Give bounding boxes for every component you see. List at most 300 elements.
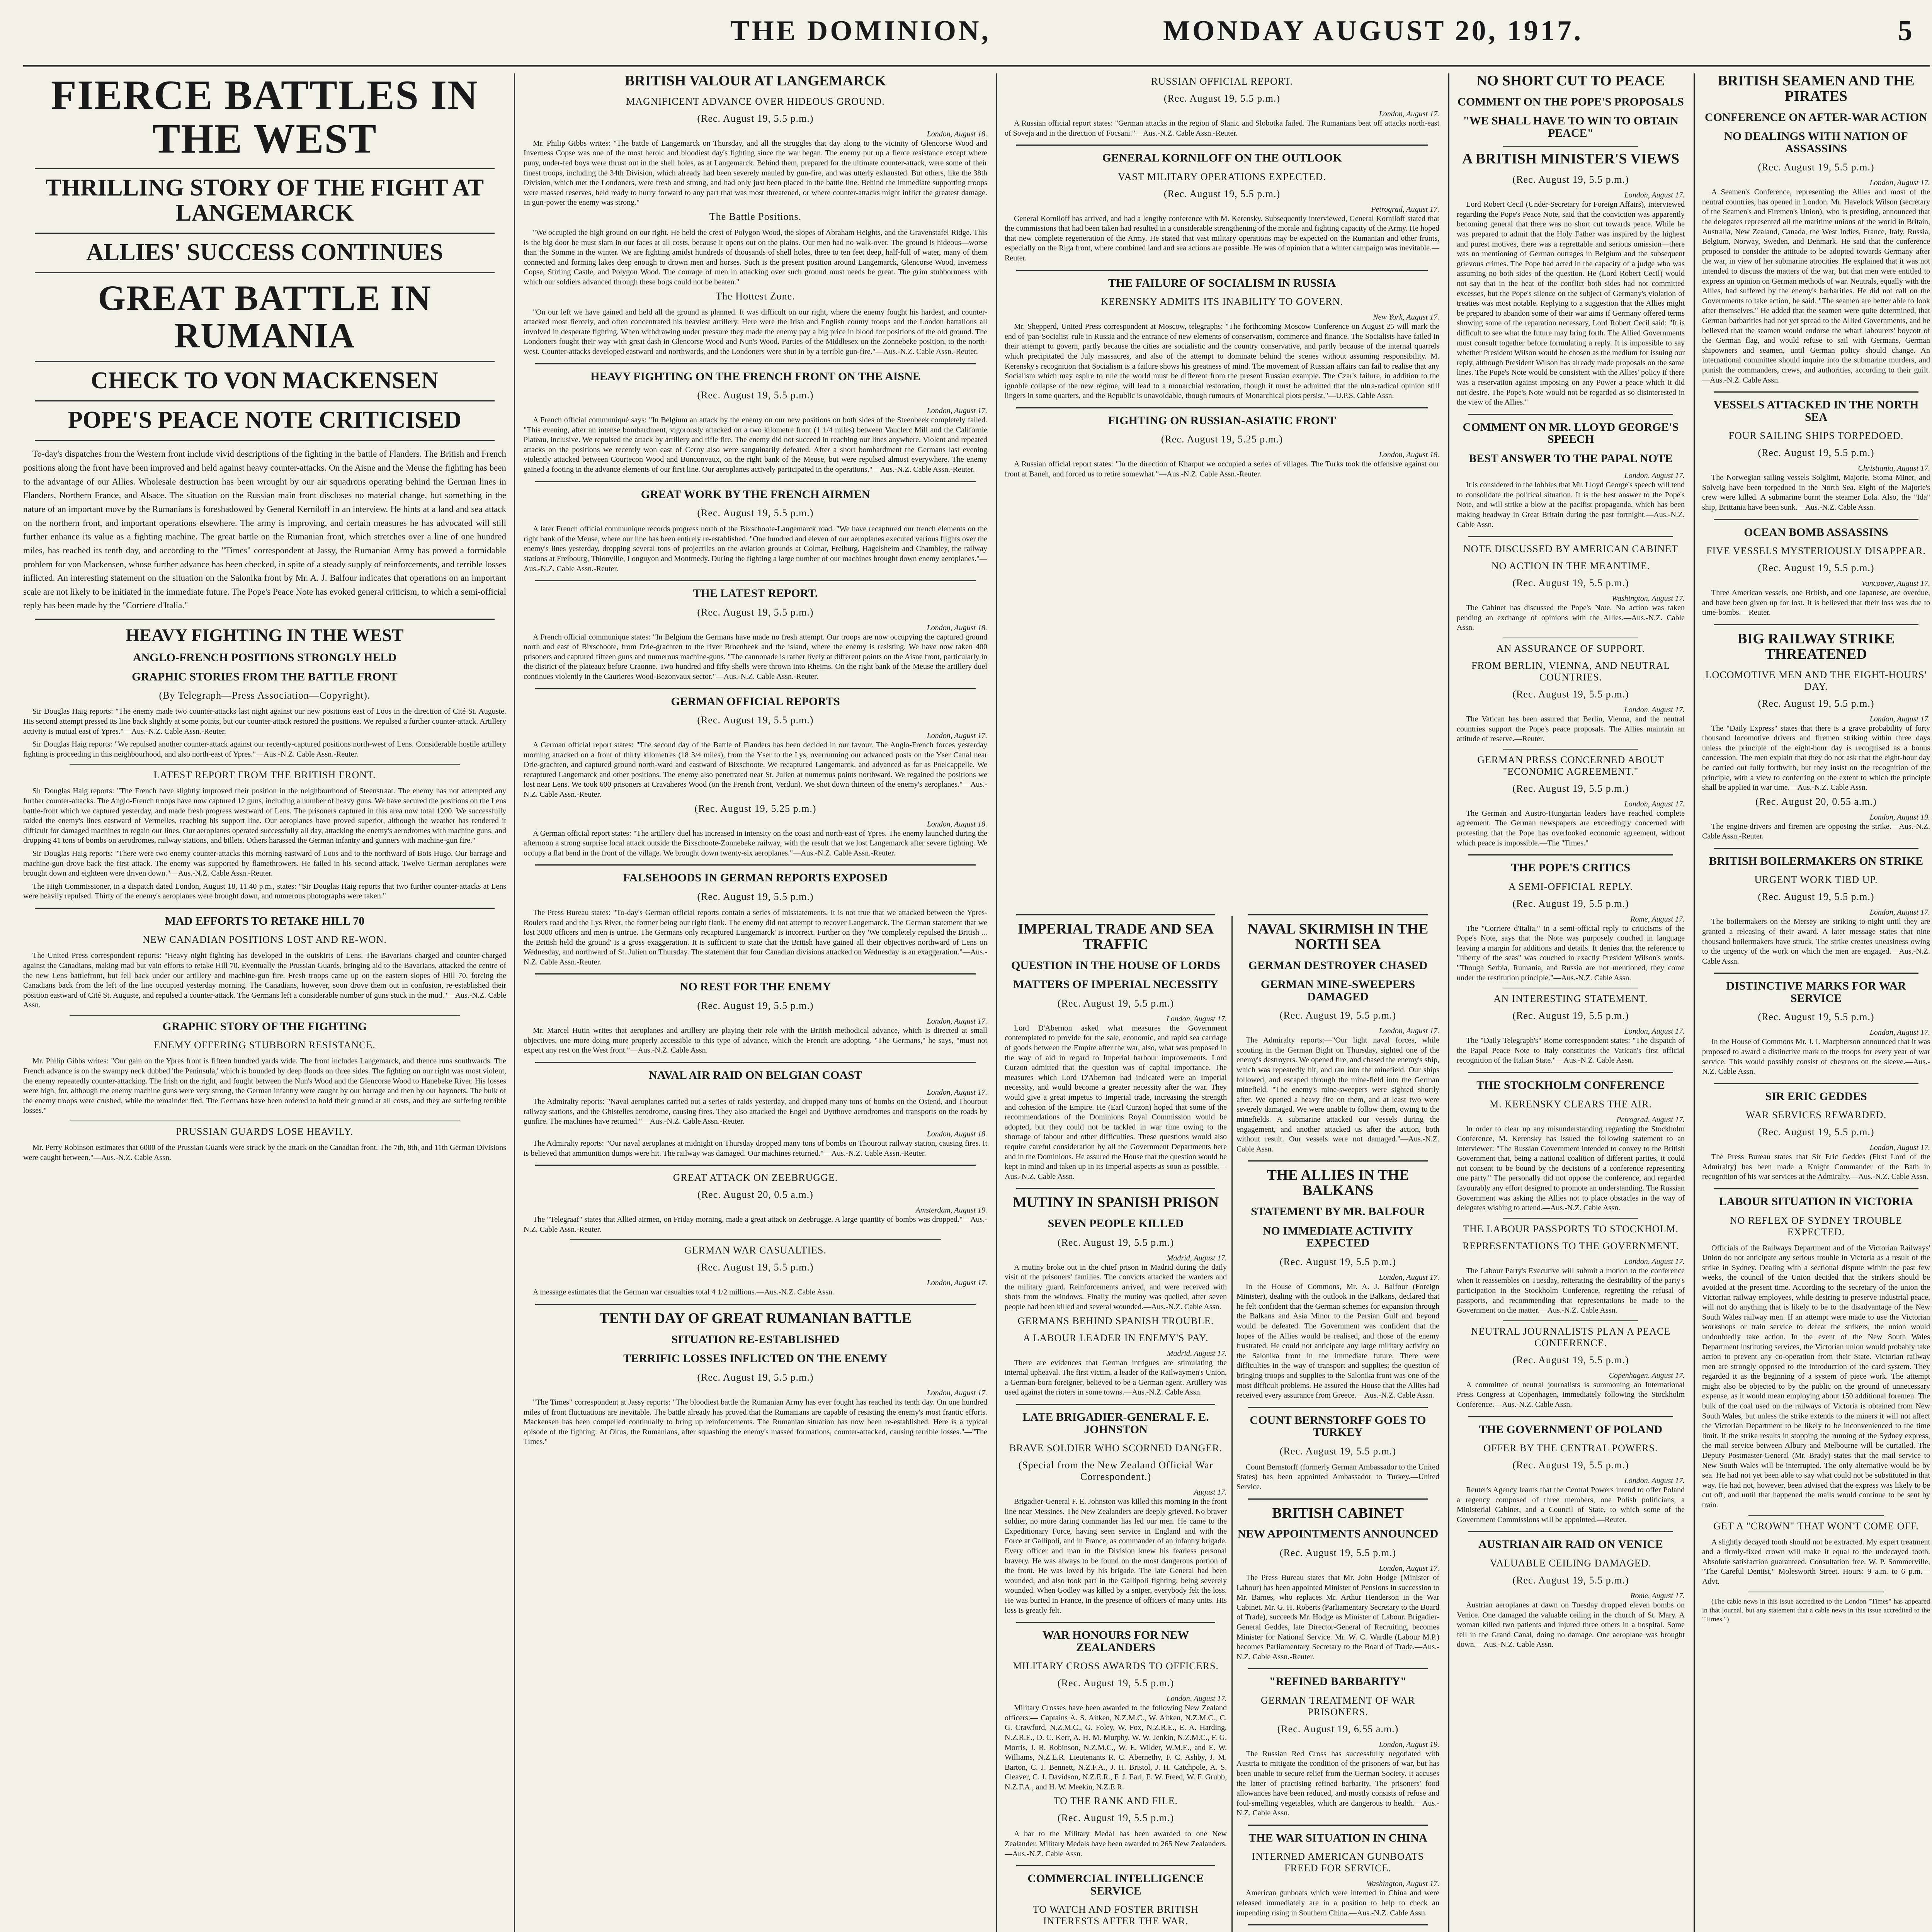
headline: FIERCE BATTLES IN THE WEST: [51, 73, 479, 162]
article-paragraph: A Russian official report states: "German attacks in the region of Slanic and Slobotka failed. The Rumanians beat off attacks north-east of Soveja and in the direction of Focsani."—Aus.-N.Z. Cable Assn.-Reuter.: [1005, 119, 1439, 138]
subheadline: VALUABLE CEILING DAMAGED.: [1490, 1557, 1652, 1569]
dateline: London, August 17.: [1624, 1027, 1685, 1036]
subheadline: FROM BERLIN, VIENNA, AND NEUTRAL COUNTRIES.: [1471, 660, 1670, 683]
dateline: Madrid, August 17.: [1167, 1253, 1227, 1262]
received-time: (Rec. August 19, 5.5 p.m.): [697, 714, 814, 726]
divider: [535, 864, 976, 866]
subheadline: TO WATCH AND FOSTER BRITISH INTERESTS AFTER THE WAR.: [1032, 1904, 1199, 1927]
received-time: (Rec. August 19, 5.5 p.m.): [1758, 697, 1874, 709]
article-paragraph: In order to clear up any misunderstanding regarding the Stockholm Conference, M. Kerensky has issued the following statement to an interviewer: "The Russian Government intended to convey to the British Government that, being a national coalition of different parties, it could not consent to be bound by the decisions of a conference representing one party." The personally did not oppose the conference, and regarded favourably any effort designed to promote an understanding. The Russian Government was asking the Allies not to place obstacles in the way of delegates wishing to attend.—Aus.-N.Z. Cable Assn.: [1457, 1124, 1685, 1213]
subheadline: GERMAN MINE-SWEEPERS DAMAGED: [1260, 978, 1415, 1003]
divider: [35, 400, 495, 401]
headline: FALSEHOODS IN GERMAN REPORTS EXPOSED: [623, 871, 888, 884]
divider: [1248, 1825, 1428, 1826]
page-number: 5: [1898, 15, 1915, 47]
column-5: [1702, 73, 1930, 1932]
headline: AUSTRIAN AIR RAID ON VENICE: [1478, 1538, 1663, 1551]
subheadline: PRUSSIAN GUARDS LOSE HEAVILY.: [176, 1126, 354, 1138]
divider: [35, 440, 495, 441]
dateline: Washington, August 17.: [1366, 1879, 1439, 1888]
dateline: London, August 17.: [927, 1388, 987, 1397]
article-paragraph: Officials of the Railways Department and of the Victorian Railways' Union do not anticipate any serious trouble in Victoria as a result of the strike in Sydney. Dealing with a sectional dispute within the past few weeks, the council of the Union decided that the strikers should be avoided at the present time. According to the secretary of the union the Victorian railway employees, while desiring to preserve industrial peace, will not do anything that is likely to be to the disadvantage of the New South Wales railway men. If an attempt were made to use the Victorian workshops or train service to defeat the strikers, the union would undoubtedly take action. In the event of the New South Wales Department instituting services, the Victorian union would probably take action to prevent any co-operation from their State. Victorian railway men are strongly opposed to the introduction of the card system. They regarded it as the beginning of a system of piece work. The attempt might also be objected to by the public on the ground of unnecessary expense, as it would mean employing about 150 additional foremen. The bulk of the coal used on the railways of Victoria is obtained from New South Wales, but unless the strike extends to the miners it will not affect the Victorian Department to be likely to be inconvenienced to the time limit. If the strike results in stopping the running of the Sydney express, the mail service between Albury and Melbourne will be curtailed. The Deputy Postmaster-General (Mr. Brady) states that the mail service to New South Wales will be interrupted. The only alternative would be by sea. He had not yet been able to say what could not be substituted in that way. He had not, however, been advised that the express was likely to be cut off, and until that happened the mails would continue to be sent by train.: [1702, 1243, 1930, 1509]
dateline: London, August 17.: [1869, 714, 1930, 723]
subheadline: BRAVE SOLDIER WHO SCORNED DANGER.: [1009, 1442, 1223, 1454]
headline: HEAVY FIGHTING ON THE FRENCH FRONT ON THE AISNE: [590, 370, 920, 383]
subheadline: A LABOUR LEADER IN ENEMY'S PAY.: [1023, 1332, 1209, 1344]
article-paragraph: A German official report states: "The second day of the Battle of Flanders has been decided in our favour. The Anglo-French forces yesterday morning attacked on a front of thirty kilometres (18 3/4 miles), from the Yser to the Lys, overrunning our advanced posts on the Yser Canal near Drie-grachten, and captured ground north-ward and eastward of Bixschoote. We recaptured Langemarck, and advanced as far as Poelcappelle. We recaptured Langemarck and other positions. The enemy also penetrated near St. Julien at numerous points northward. We regained the positions we lost near Lens. We took 600 prisoners at Cravaheres Wood (on the French front, Verdun). We shot down thirteen of the enemy's aeroplanes."—Aus.-N.Z. Cable Assn.-Reuter.: [524, 741, 987, 799]
article-paragraph: American gunboats which were interned in China and were released immediately are in a position to help to check an impending rising in Southern China.—Aus.-N.Z. Cable Assn.: [1236, 1889, 1439, 1917]
headline: GERMAN PRESS CONCERNED ABOUT "ECONOMIC AGREEMENT.": [1477, 754, 1664, 777]
headline: COMMENT ON MR. LLOYD GEORGE'S SPEECH: [1463, 420, 1679, 446]
article-paragraph: A bar to the Military Medal has been awarded to one New Zealander. Military Medals have been awarded to 265 New Zealanders.—Aus.-N.Z. Cable Assn.: [1005, 1830, 1227, 1858]
headline: THE LATEST REPORT.: [693, 587, 818, 600]
section-label: The Battle Positions.: [709, 211, 802, 223]
article-paragraph: A committee of neutral journalists is summoning an International Press Congress at Copenhagen, immediately following the Stockholm Conference.—Aus.-N.Z. Cable Assn.: [1457, 1380, 1685, 1409]
article-paragraph: The "Corriere d'Italia," in a semi-official reply to criticisms of the Pope's Note, says that the Note was purposely couched in language leaving a margin for additions and details. It denies that the reference to "liberty of the seas" was couched in exactly President Wilson's words. "Though Serbia, Rumania, and Russia are not mentioned, they come under the restitution principle."—Aus.-N.Z. Cable Assn.: [1457, 924, 1685, 982]
received-time: (Rec. August 19, 5.5 p.m.): [1057, 1677, 1174, 1689]
dateline: Petrograd, August 17.: [1616, 1115, 1685, 1124]
dateline: London, August 17.: [1379, 1564, 1439, 1573]
received-time: (Rec. August 19, 5.5 p.m.): [1512, 577, 1629, 589]
newspaper-title: THE DOMINION,: [730, 15, 991, 47]
article-paragraph: Sir Douglas Haig reports: "The enemy made two counter-attacks last night against our new positions east of Loos in the direction of Cité St. Auguste. His second attempt pressed its line back slightly at some points, but our counter-attack restored the positions. We repulsed a further counter-attack. Artillery activity is mutual east of Ypres."—Aus.-N.Z. Cable Assn.-Reuter.: [23, 707, 506, 736]
headline: NAVAL AIR RAID ON BELGIAN COAST: [649, 1068, 862, 1082]
divider: [35, 272, 495, 273]
headline: THE STOCKHOLM CONFERENCE: [1476, 1079, 1665, 1092]
divider: [1016, 914, 1215, 915]
issue-date: MONDAY AUGUST 20, 1917.: [1163, 15, 1583, 47]
dateline: London, August 17.: [1869, 908, 1930, 917]
dateline: London, August 18.: [927, 129, 987, 138]
dateline: London, August 17.: [927, 1017, 987, 1026]
divider: [1468, 854, 1673, 855]
article-paragraph: The High Commissioner, in a dispatch dated London, August 18, 11.40 p.m., states: "Sir Douglas Haig reports that two further counter-attacks at Lens were heavily repulsed. Thirty of the enemy's aeroplanes were brought down, and numerous photographs were taken.": [23, 882, 506, 901]
dateline: London, August 17.: [1166, 1014, 1227, 1023]
dateline: Vancouver, August 17.: [1861, 579, 1930, 588]
headline: "REFINED BARBARITY": [1269, 1675, 1407, 1688]
article-paragraph: The Vatican has been assured that Berlin, Vienna, and the neutral countries support the Pope's peace proposals. The Allies maintain an attitude of reserve.—Reuter.: [1457, 715, 1685, 743]
headline: HEAVY FIGHTING IN THE WEST: [126, 625, 404, 645]
subheadline: GERMAN TREATMENT OF WAR PRISONERS.: [1260, 1694, 1415, 1718]
divider: [1714, 973, 1918, 974]
divider: [535, 1062, 976, 1063]
received-time: (Rec. August 19, 5.5 p.m.): [1279, 1547, 1396, 1558]
divider: [1714, 1083, 1918, 1084]
divider: [535, 1165, 976, 1166]
headline: RUSSIAN OFFICIAL REPORT.: [1151, 76, 1293, 87]
advertisement-headline: GET A "CROWN" THAT WON'T COME OFF.: [1713, 1520, 1919, 1532]
headline: GENERAL KORNILOFF ON THE OUTLOOK: [1102, 151, 1342, 165]
dateline: Madrid, August 17.: [1167, 1349, 1227, 1358]
subheadline: URGENT WORK TIED UP.: [1754, 874, 1878, 886]
article-paragraph: Count Bernstorff (formerly German Ambassador to the United States) has been appointed Ambassador to Turkey.—United Service.: [1236, 1463, 1439, 1491]
received-time: (Rec. August 20, 0.5 a.m.): [697, 1189, 813, 1201]
divider: [535, 481, 976, 482]
headline: GREAT ATTACK ON ZEEBRUGGE.: [673, 1172, 838, 1184]
received-time: (Rec. August 19, 5.5 p.m.): [1057, 1236, 1174, 1248]
subheadline: QUESTION IN THE HOUSE OF LORDS: [1011, 959, 1220, 972]
column-rule: [1448, 73, 1449, 1932]
article-paragraph: The boilermakers on the Mersey are striking to-night until they are granted a releasing of their award. A later message states that nine thousand boilermakers have struck. The strike creates uneasiness owing to the urgency of the work on which the men are engaged.—Aus.-N.Z. Cable Assn.: [1702, 917, 1930, 966]
article-paragraph: The "Telegraaf" states that Allied airmen, on Friday morning, made a great attack on Zeebrugge. A large quantity of bombs was dropped."—Aus.-N.Z. Cable Assn.-Reuter.: [524, 1215, 987, 1234]
subheadline: FOUR SAILING SHIPS TORPEDOED.: [1728, 430, 1904, 442]
divider: [1503, 146, 1638, 147]
headline: FIGHTING ON RUSSIAN-ASIATIC FRONT: [1108, 414, 1336, 427]
received-time: (Rec. August 19, 5.5 p.m.): [1512, 898, 1629, 909]
received-time: (Rec. August 19, 5.5 p.m.): [697, 1000, 814, 1011]
article-paragraph: The Labour Party's Executive will submit a motion to the conference when it reassembles on Tuesday, reiterating the desirability of the party's participation in the Stockholm Conference, regretting the refusal of passports, and recommending that representations be made to the Government on the matter.—Aus.-N.Z. Cable Assn.: [1457, 1266, 1685, 1315]
divider: [1714, 391, 1918, 393]
subheadline: ENEMY OFFERING STUBBORN RESISTANCE.: [154, 1039, 376, 1051]
headline: NO SHORT CUT TO PEACE: [1476, 73, 1665, 89]
headline: LATE BRIGADIER-GENERAL F. E. JOHNSTON: [1022, 1411, 1209, 1436]
headline: OCEAN BOMB ASSASSINS: [1744, 526, 1888, 539]
headline: GREAT WORK BY THE FRENCH AIRMEN: [641, 488, 870, 501]
article-paragraph: A French official communique states: "In Belgium the Germans have made no fresh attempt. Our troops are now occupying the captured ground north and east of Bixschoote, from Drie-grachten to the river Broenbeek and the island, where the enemy is resisting. We have now taken 400 prisoners and captured fifteen guns and numerous machine-guns. "The cannonade is rather lively at different points on the Aisne front, particularly in the district of the plateaux before Craonne. Two hundred and fifty shells were thrown into Rheims. On the right bank of the Meuse the artillery duel continues violently in the Caurieres Wood-Bezonvaux sector."—Aus.-N.Z. Cable Assn.-Reuter.: [524, 633, 987, 681]
received-time: (Rec. August 19, 5.25 p.m.): [1161, 434, 1283, 445]
divider: [1016, 1404, 1215, 1405]
subheadline: NO ACTION IN THE MEANTIME.: [1491, 560, 1650, 572]
article-paragraph: Three American vessels, one British, and one Japanese, are overdue, and have been given up for lost. It is believed that their loss was due to time-bombs.—Reuter.: [1702, 588, 1930, 617]
divider: [535, 1304, 976, 1305]
dateline: August 17.: [1194, 1488, 1227, 1497]
subheadline: SEVEN PEOPLE KILLED: [1048, 1217, 1184, 1230]
section-label: The Hottest Zone.: [716, 290, 795, 302]
subheadline: NEW APPOINTMENTS ANNOUNCED: [1237, 1527, 1439, 1541]
headline: THE POPE'S CRITICS: [1511, 861, 1631, 874]
article-paragraph: Brigadier-General F. E. Johnston was killed this morning in the front line near Messines. The New Zealanders are deeply grieved. No braver soldier, no more daring commander has led our men. He came to the Expeditionary Force, having seen service in England and with the Force at Gallipoli, and in France, as commander of an infantry brigade. Every officer and man in the Division knew his fearless personal bravery. He was always to be found on the most dangerous portion of the front. He was loved by his brigade. The late General had been wounded, and also took part in the Gallipoli fighting, being severely wounded. When Godley was killed by a sniper, everybody felt the loss. He was buried in France, in the presence of officers of many units. His loss is greatly felt.: [1005, 1497, 1227, 1615]
subheadline: GRAPHIC STORIES FROM THE BATTLE FRONT: [132, 670, 398, 683]
dateline: London, August 17.: [1624, 706, 1685, 714]
article-paragraph: Lord D'Abernon asked what measures the Government contemplated to provide for the sale, economic, and rapid sea carriage of goods between the Empire after the war, also, what was proposed in the way of aid in regard to Imperial harbour improvements. Lord Curzon admitted that the question was of capital importance. The measures which Lord D'Abernon had indicated were an Imperial necessity, and would become a greater necessity after the war. They would give a great impetus to Imperial trade, increasing the strength and cohesion of the Empire. He (Earl Curzon) hoped that some of the recommendations of the Dominions Royal Commission would be adopted, but they could not be tackled in war time owing to the shortage of labour and other difficulties. These questions would also require careful consideration by all the Government Departments here and in the Dominions. He assured the House that the question would be kept in mind and taken up in its Imperial aspects as soon as possible.—Aus.-N.Z. Cable Assn.: [1005, 1024, 1227, 1181]
dateline: London, August 18.: [927, 1130, 987, 1139]
divider: [35, 619, 495, 620]
article-paragraph: Mr. Perry Robinson estimates that 6000 of the Prussian Guards were struck by the attack on the Canadian front. The 7th, 8th, and 11th German Divisions were caught between."—Aus.-N.Z. Cable Assn.: [23, 1143, 506, 1162]
divider: [1016, 407, 1428, 408]
received-time: (Rec. August 19, 5.5 p.m.): [1512, 1459, 1629, 1471]
dateline: London, August 18.: [927, 623, 987, 632]
subheadline: COMMENT ON THE POPE'S PROPOSALS: [1458, 95, 1684, 108]
headline: POPE'S PEACE NOTE CRITICISED: [68, 407, 462, 434]
received-time: (Rec. August 19, 5.5 p.m.): [697, 112, 814, 124]
column-rule: [1694, 73, 1695, 1932]
headline: THE ALLIES IN THE BALKANS: [1267, 1167, 1409, 1199]
article-paragraph: Sir Douglas Haig reports: "There were two enemy counter-attacks this morning eastward of Loos and to the northward of Bois Hugo. Our barrage and machine-gun drove back the first attack. The enemy was supported by flamethrowers. He failed in his second attack. Twelve German aeroplanes were brought down and eighteen were driven down."—Aus.-N.Z. Cable Assn.-Reuter.: [23, 849, 506, 878]
dateline: London, August 17.: [1624, 1257, 1685, 1266]
received-time: (Rec. August 19, 5.5 p.m.): [697, 606, 814, 618]
article-paragraph: Sir Douglas Haig reports: "The French have slightly improved their position in the neighbourhood of Steenstraat. The enemy has not attempted any further counter-attacks. The Anglo-French troops have now captured 12 guns, including a number of heavy guns. We have secured the positions on the Lens battle-front which we captured yesterday, and made fresh progress westward of Lens. The prisoners captured in this area now total 1200. We successfully raided the enemy's lines eastward of Vermelles, reaching his support line. Our aeroplanes have proved superior, although the weather has rendered it difficult for damaged machines to regain our lines. Our aeroplanes operated successfully all day, attacking the enemy's aerodromes with machine guns, and dropping 41 tons of bombs on aerodromes, railway stations, and billets. Others harassed the German infantry and gunners with machine-gun fire.": [23, 787, 506, 845]
dateline: London, August 17.: [1166, 1694, 1227, 1703]
dateline: London, August 17.: [1624, 799, 1685, 808]
subheadline: NO DEALINGS WITH NATION OF ASSASSINS: [1724, 130, 1908, 155]
received-time: (Rec. August 19, 5.5 p.m.): [1279, 1256, 1396, 1267]
article-paragraph: The Russian Red Cross has successfully negotiated with Austria to mitigate the condition of the prisoners of war, but has been unable to secure relief from the German Society. It accuses the latter of practising refined barbarity. The prisoners' food allowances have been reduced, and mostly consists of refuse and foul-smelling vegetables, which are dangerous to health.—Aus.-N.Z. Cable Assn.: [1236, 1749, 1439, 1818]
divider: [35, 233, 495, 234]
received-time: (Rec. August 19, 5.5 p.m.): [1758, 162, 1874, 173]
divider: [535, 363, 976, 364]
dateline: London, August 17.: [1379, 1027, 1439, 1036]
divider: [1468, 1531, 1673, 1532]
dateline: London, August 17.: [1379, 110, 1439, 118]
article-paragraph: There are evidences that German intrigues are stimulating the internal upheaval. The first victim, a leader of the Railwaymen's Union, a German-born foreigner, believed to be a German agent. Artillery was used against the rioters in some towns.—Aus.-N.Z. Cable Assn.: [1005, 1358, 1227, 1397]
dateline: London, August 17.: [1869, 1028, 1930, 1037]
headline: BRITISH CABINET: [1272, 1505, 1404, 1521]
subheadline: REPRESENTATIONS TO THE GOVERNMENT.: [1462, 1240, 1679, 1252]
dateline: London, August 17.: [927, 731, 987, 740]
article-paragraph: Military Crosses have been awarded to the following New Zealand officers:— Captains A. S. Aitken, N.Z.M.C., W. Aitken, N.Z.M.C., C. G. Crawford, N.Z.M.C., G. Foley, W. Fox, N.Z.R.E., E. A. Harding, N.Z.R.E., D. C. Kerr, A. H. M. Murphy, W. W. Jenkin, N.Z.M.C., F. G. Morris, J. R. Robinson, N.Z.M.C., W. E. Wilder, W.M.E., and E. W. Williams, N.Z.E.R. Lieutenants R. C. Abernethy, F. C. Ashby, J. M. Barton, C. J. Bennett, N.Z.F.A., J. H. Bristol, J. H. Catchpole, A. S. Cleaver, C. J. Davidson, N.Z.E.R., F. J. Earl, E. W. Freed, W. F. Grubb, N.Z.F.A., and H. W. Meekin, N.Z.E.R.: [1005, 1704, 1227, 1791]
received-time: (Rec. August 19, 5.5 p.m.): [1512, 174, 1629, 185]
advertisement-text: A slightly decayed tooth should not be extracted. My expert treatment and a firmly-fixed crown will make it equal to the undecayed tooth. Absolute satisfaction guaranteed. Consultation free. W. P. Sommerville, "The Careful Dentist," Molesworth Street. Hours: 9 a.m. to 6 p.m.—Advt.: [1702, 1537, 1930, 1586]
divider: [535, 580, 976, 581]
divider: [1714, 624, 1918, 625]
headline: NAVAL SKIRMISH IN THE NORTH SEA: [1247, 921, 1429, 952]
headline: MUTINY IN SPANISH PRISON: [1012, 1194, 1219, 1211]
subheadline: STATEMENT BY MR. BALFOUR: [1251, 1205, 1425, 1218]
dateline: Petrograd, August 17.: [1371, 205, 1439, 214]
article-paragraph: Sir Douglas Haig reports: "We repulsed another counter-attack against our recently-captured positions north-west of Lens. Considerable hostile artillery fighting is proceeding in this neighbourhood, and also north-east of Ypres."—Aus.-N.Z. Cable Assn.-Reuter.: [23, 740, 506, 759]
received-time: (Rec. August 19, 5.25 p.m.): [694, 803, 816, 814]
headline: THE WAR SITUATION IN CHINA: [1248, 1831, 1427, 1844]
dateline: London, August 18.: [1379, 451, 1439, 459]
dateline: London, August 17.: [1624, 1476, 1685, 1485]
divider: [1714, 1188, 1918, 1189]
byline: (Special from the New Zealand Official War Correspondent.): [1018, 1459, 1213, 1483]
article-paragraph: The "Daily Telegraph's" Rome correspondent states: "The dispatch of the Papal Peace Note to Italy constitutes the Vatican's first official recognition of the Italian State."—Aus.-N.Z. Cable Assn.: [1457, 1036, 1685, 1065]
subheadline: A SEMI-OFFICIAL REPLY.: [1508, 881, 1633, 892]
divider: [1016, 145, 1428, 146]
article-paragraph: The German and Austro-Hungarian leaders have reached complete agreement. The German newspapers are exceedingly concerned with protesting that the Pope has overlooked economic agreement, without which peace is impossible.—The "Times.": [1457, 809, 1685, 847]
headline: GRAPHIC STORY OF THE FIGHTING: [162, 1020, 367, 1033]
divider: [535, 688, 976, 689]
headline: NEUTRAL JOURNALISTS PLAN A PEACE CONFERENCE.: [1471, 1325, 1671, 1349]
received-time: (Rec. August 19, 5.5 p.m.): [697, 389, 814, 401]
headline: TENTH DAY OF GREAT RUMANIAN BATTLE: [599, 1310, 912, 1327]
received-time: (Rec. August 19, 5.5 p.m.): [1758, 891, 1874, 903]
article-paragraph: A message estimates that the German war casualties total 4 1/2 millions.—Aus.-N.Z. Cable Assn.: [533, 1288, 834, 1297]
headline: MAD EFFORTS TO RETAKE HILL 70: [165, 914, 365, 927]
divider: [35, 361, 495, 362]
received-time: (Rec. August 19, 5.5 p.m.): [1057, 997, 1174, 1009]
headline: COUNT BERNSTORFF GOES TO TURKEY: [1250, 1413, 1426, 1439]
divider: [1468, 536, 1673, 537]
divider: [1016, 1188, 1215, 1189]
dateline: Christiania, August 17.: [1858, 464, 1930, 473]
received-time: (Rec. August 19, 5.5 p.m.): [1758, 1126, 1874, 1138]
headline: WAR HONOURS FOR NEW ZEALANDERS: [1042, 1629, 1189, 1654]
column-3: [1005, 73, 1439, 1932]
divider: [1248, 1160, 1428, 1162]
headline: NOTE DISCUSSED BY AMERICAN CABINET: [1463, 543, 1678, 555]
dateline: London, August 17.: [927, 406, 987, 415]
article-paragraph: The engine-drivers and firemen are opposing the strike.—Aus.-N.Z. Cable Assn.-Reuter.: [1702, 822, 1930, 841]
received-time: (Rec. August 20, 0.55 a.m.): [1755, 796, 1877, 807]
received-time: (Rec. August 19, 5.5 p.m.): [1512, 689, 1629, 700]
headline: ALLIES' SUCCESS CONTINUES: [86, 239, 443, 265]
article-paragraph: Mr. Shepperd, United Press correspondent at Moscow, telegraphs: "The forthcoming Moscow Conference on August 25 will mark the end of 'pan-Socialist' rule in Russia and the entrance of new elements of conservatism, commerce and finance. The Socialists have failed in their attempt to govern, partly because the cities are socialistic and the country conservative, and partly because of the internal quarrels which precipitated the July massacres, and also of the attempt to dominate behind the scenes without assuming responsibility. M. Kerensky's recognition that Socialism is a failure shows his greatness of mind. The movement of Russian affairs can fail to realise that any Socialism which may aspire to rule the world must be different from the present Russian example. The Czar's failure, in addition to the ignoble collapse of the new régime, will lead to a monarchial restoration, though it must be admitted that the ultra-radical opinion still lingers in some quarters, and the Republic is unavoidable, though rumours of Monarchical plots persist."—U.P.S. Cable Assn.: [1005, 322, 1439, 400]
dateline: Rome, August 17.: [1630, 1591, 1685, 1600]
divider: [1503, 1218, 1638, 1219]
column-rule: [996, 73, 997, 1932]
article-paragraph: "We occupied the high ground on our right. He held the crest of Polygon Wood, the slopes of Abraham Heights, and the Gravenstafel Ridge. This is the big door he must slam in our faces at all costs, because it opens out on the plains. Our men had no walk-over. The ground is hideous—worse than the Somme in the winter. We are fighting amidst hundreds of thousands of shell holes, three to ten feet deep, half-full of water, many of them connected and forming lakes deep enough to drown men and horses. Such is the present position around Langemarck, Glencorse Wood, Inverness Copse, Stirling Castle, and Polygon Wood. The courage of men in attacking over such ground must needs be great. The grim stubbornness with which our soldiers advanced through these bogs could not be beaten.": [524, 228, 987, 287]
headline: LABOUR SITUATION IN VICTORIA: [1719, 1195, 1913, 1208]
article-paragraph: A later French official communique records progress north of the Bixschoote-Langemarck road. "We have recaptured our trench elements on the right bank of the Meuse, where our line has been entirely re-established. "One hundred and eleven of our aeroplanes executed various flights over the enemy's lines yesterday, dropping several tons of projectiles on the aviation grounds at Colmar, Freiburg, Hagelsheim and Chambley, the railway stations at Freibourg, Thionville, Longuyon and Montmedy. During the fighting a large number of our machines brought down enemy aeroplanes."—Aus.-N.Z. Cable Assn.-Reuter.: [524, 525, 987, 573]
article-paragraph: In the House of Commons, Mr. A. J. Balfour (Foreign Minister), dealing with the outlook in the Balkans, declared that he felt confident that the German schemes for expansion through the Balkans and Asia Minor to the Persian Gulf and beyond would be defeated. The Government was confident that the hopes of the Allies would be realised, and those of the enemy frustrated. He could not anticipate any large military activity on the Salonika front in the immediate future. There were difficulties in the way of transport and supplies; the question of bringing troops and supplies to the Salonika front was one of the most difficult problems. He assured the House that the Allies had received every assurance from Greece.—Aus.-N.Z. Cable Assn.: [1236, 1282, 1439, 1400]
received-time: (Rec. August 19, 6.55 a.m.): [1277, 1723, 1399, 1735]
headline: THE FAILURE OF SOCIALISM IN RUSSIA: [1108, 276, 1336, 289]
divider: [70, 1015, 460, 1016]
received-time: (Rec. August 19, 5.5 p.m.): [1279, 1445, 1396, 1457]
divider: [1016, 1865, 1215, 1866]
divider: [1248, 914, 1428, 915]
headline: BRITISH BOILERMAKERS ON STRIKE: [1709, 854, 1923, 867]
received-time: (Rec. August 19, 5.5 p.m.): [1163, 93, 1281, 104]
headline: AN ASSURANCE OF SUPPORT.: [1496, 643, 1645, 654]
column-3-right: [1236, 908, 1439, 1932]
divider: [35, 168, 495, 169]
article-paragraph: The Press Bureau states: "To-day's German official reports contain a series of misstatements. It is not true that we attacked between the Ypres-Roulers road and the Lys River, the former being our right flank. The enemy did not attempt to recover Langemarck. The German statement that we lost 3000 officers and men is untrue. The Germans only recaptured Langemarck' is incorrect. Further on they 'We completely repulsed the British ... the British held the ground' is a gross exaggeration. It is sufficient to state that the British have gained all their objectives northward of Lens on Wednesday, and northward of St. Julien on Thursday. The statement that four Canadian divisions attacked on Wednesday is an exaggeration."—Aus.-N.Z. Cable Assn.-Reuter.: [524, 908, 987, 966]
article-paragraph: Austrian aeroplanes at dawn on Tuesday dropped eleven bombs on Venice. One damaged the valuable ceiling in the church of St. Mary. A woman killed two patients and injured three others in a hospital. Some fell in the Grand Canal, doing no damage. One aeroplane was brought down.—Aus.-N.Z. Cable Assn.: [1457, 1600, 1685, 1649]
article-paragraph: The Press Bureau states that Mr. John Hodge (Minister of Labour) has been appointed Minister of Pensions in succession to Mr. Barnes, who replaces Mr. Arthur Henderson in the War Cabinet. Mr. G. H. Roberts (Parliamentary Secretary to the Board of Trade), succeeds Mr. Hodge as Minister of Labour. Brigadier-General Geddes, late Director-General of Recruiting, becomes Minister for National Service. Mr. W. C. Wardle (Labour M.P.) becomes Parliamentary Secretary to the Board of Trade.—Aus.-N.Z. Cable Assn.-Reuter.: [1236, 1573, 1439, 1661]
subheadline: ANGLO-FRENCH POSITIONS STRONGLY HELD: [133, 651, 397, 664]
headline: GREAT BATTLE IN RUMANIA: [98, 278, 432, 355]
divider: [535, 973, 976, 975]
received-time: (Rec. August 19, 5.5 p.m.): [1512, 1354, 1629, 1366]
article-paragraph: The "Daily Express" states that there is a grave probability of forty thousand locomotive drivers and firemen striking within three days unless the principle of the eight-hour day is recognised as a bonus concession. The men explain that they do not ask that the eight-hour day be carried out fully forthwith, but they insist on the recognition of the principle, with a view to conferring on the extent to which the principle shall be applied in war time.—Aus.-N.Z. Cable Assn.: [1702, 724, 1930, 792]
subheadline: NEW CANADIAN POSITIONS LOST AND RE-WON.: [143, 934, 387, 946]
article-paragraph: The Admiralty reports:—"Our light naval forces, while scouting in the German Bight on Thursday, sighted one of the enemy's destroyers. We opened fire, and chased the enemy's ship, which was repeatedly hit, and ran into the minefield. Our ships followed, and escaped through the mine-field into the German minefield. "The enemy's mine-sweepers were sighted shortly after. We opened a heavy fire on them, and at least two were severely damaged. We were unable to follow them, owing to the minefields. A submarine attacked our vessels during the engagement, and another attacked us after the action, both without result. Our vessels were not damaged."—Aus.-N.Z. Cable Assn.: [1236, 1036, 1439, 1153]
subheadline: "WE SHALL HAVE TO WIN TO OBTAIN PEACE": [1463, 114, 1679, 139]
received-time: (Rec. August 19, 5.5 p.m.): [1758, 562, 1874, 574]
dateline: London, August 17.: [927, 1279, 987, 1287]
divider: [1248, 1924, 1428, 1925]
subheadline: WAR SERVICES REWARDED.: [1745, 1109, 1887, 1121]
headline: BIG RAILWAY STRIKE THREATENED: [1737, 630, 1895, 662]
subheadline: TO THE RANK AND FILE.: [1053, 1795, 1178, 1807]
subheadline: LOCOMOTIVE MEN AND THE EIGHT-HOURS' DAY.: [1705, 669, 1927, 692]
divider: [1248, 1668, 1428, 1669]
received-time: (Rec. August 19, 5.5 p.m.): [1057, 1812, 1174, 1824]
dateline: London, August 17.: [1624, 471, 1685, 480]
received-time: (Rec. August 19, 5.5 p.m.): [1512, 782, 1629, 794]
article-paragraph: The United Press correspondent reports: "Heavy night fighting has developed in the outskirts of Lens. The Bavarians charged and counter-charged against the Canadians, making mad but vain efforts to retake Hill 70. Eventually the Prussian Guards, bringing aid to the Bavarians, attacked the centre of the new Lens battlefront, but fell back under our artillery and machine-gun fire. Fresh troops came up on the eastern slopes of Hill 70, forcing the Canadians back from the left of the line occupied yesterday morning. The Canadians, however, soon drove them out in confusion, re-established their position eastward of Cité St. Auguste, and repulsed a counter-attack. The Germans left a considerable number of guns stuck in the mud."—Aus.-N.Z. Cable Assn.: [23, 951, 506, 1010]
received-time: (Rec. August 19, 5.5 p.m.): [697, 507, 814, 519]
article-paragraph: "The Times" correspondent at Jassy reports: "The bloodiest battle the Rumanian Army has ever fought has reached its tenth day. On one hundred miles of front fluctuations are inevitable. The battle already has proved that the Rumanians are capable of resisting the enemy's most frantic efforts. Mackensen has been compelled continually to bring up reinforcements. The Rumanian situation has now been re-established. Here is a typical episode of the fighting: At Oitus, the Rumanians, after squashing the enemy's massed formations, counter-attacked, causing terrible losses."—"The Times.": [524, 1398, 987, 1446]
headline: COMMERCIAL INTELLIGENCE SERVICE: [1027, 1872, 1204, 1897]
headline: CHECK TO VON MACKENSEN: [91, 367, 439, 394]
dateline: London, August 17.: [927, 1088, 987, 1097]
dateline: London, August 17.: [1379, 1273, 1439, 1282]
editorial-note: (The cable news in this issue accredited to the London "Times" has appeared in that journal, but any statement that a cable news in this issue accredited to the "Times."): [1702, 1597, 1930, 1623]
article-paragraph: The Norwegian sailing vessels Solglimt, Majorie, Stoma Miner, and Solveig have been torpedoed in the North Sea. Eight of the Majorie's crew were killed. A submarine burnt the steamer Eola. Also, the "Ida" ship, Brittania have been sunk.—Aus.-N.Z. Cable Assn.: [1702, 473, 1930, 512]
divider: [570, 1239, 941, 1240]
article-paragraph: In the House of Commons Mr. J. I. Macpherson announced that it was proposed to award a distinctive mark to the troops for every year of war service. This would possibly consist of chevrons on the sleeve.—Aus.-N.Z. Cable Assn.: [1702, 1037, 1930, 1076]
divider: [1503, 749, 1638, 750]
dateline: London, August 17.: [1624, 191, 1685, 200]
column-rule: [1231, 916, 1233, 1932]
headline: NO REST FOR THE ENEMY: [680, 980, 831, 993]
subheadline: NO REFLEX OF SYDNEY TROUBLE EXPECTED.: [1730, 1214, 1902, 1238]
article-paragraph: A Seamen's Conference, representing the Allies and most of the neutral countries, has opened in London. Mr. Havelock Wilson (secretary of the Seamen's and Firemen's Union), who is presiding, announced that the delegates represented all the maritime unions of the world in Britain, Australia, New Zealand, Canada, the West Indies, France, Italy, Russia, Belgium, Norway, Sweden, and Denmark. He said that the conference proposed to consider the attitude to be adopted towards Germany after the war, in view of her submarine atrocities. He explained that it was not intended to discuss the matters of the war, but that men were entitled to express an opinion on German methods of war. Neutrals, equally with the Allies, had suffered by the enemy's barbarities. He did not call on the Governments to take action, he said. "The seamen are better able to look after themselves." He added that the seamen were quite determined, that German barbarities had not yet spread to the Allied Governments, and he believed that the seamen would endorse the wharf labourers' boycott of the German flag, and would refuse to sail with Germans, German shipowners and seamen, until German policy should change. An international committee should inquire into the submarine murders, and punish the commanders, crews, and authorities, according to their guilt.—Aus.-N.Z. Cable Assn.: [1702, 188, 1930, 384]
received-time: (Rec. August 19, 5.5 p.m.): [697, 891, 814, 902]
dateline: London, August 19.: [1869, 813, 1930, 821]
divider: [1468, 414, 1673, 415]
received-time: (Rec. August 19, 5.5 p.m.): [697, 1371, 814, 1383]
dateline: Amsterdam, August 19.: [915, 1206, 987, 1215]
article-paragraph: Lord Robert Cecil (Under-Secretary for Foreign Affairs), interviewed regarding the Pope's Peace Note, said that the conviction was apparently becoming general that there was no short cut towards peace. While he was prepared to admit that the Holy Father was inspired by the highest and purest motives, there was a regrettable and serious omission—there was no mentioning of German outrages in Belgium and the subsequent grievous crimes. The Pope had acted in the capacity of a judge who was assuming no both sides of the question. He (Lord Robert Cecil) would not say that in the heat of the conflict both sides had not committed excesses, but the Pope's silence on the subject of Germany's violation of treaties was most notable. Replying to a suggestion that the Allies might be prepared to abandon some of their war aims if Germany offered terms showing some of the reparation necessary, Lord Robert Cecil said: "It is difficult to see what the future may bring forth. The Allied Governments must consult together before formulating a reply. It is impossible to say whether President Wilson would be chosen as the medium for issuing our reply, although President Wilson has already made proposals on the same lines. The Pope's Note would be consistent with the Allies' policy if there was a reservation against imposing on any Power a peace which it did not desire. The Pope's Note would not be regarded as so disinterested in the view of the Allies.": [1457, 200, 1685, 407]
dateline: London, August 17.: [1869, 1143, 1930, 1152]
received-time: (Rec. August 19, 5.5 p.m.): [1512, 1574, 1629, 1586]
article-paragraph: The Cabinet has discussed the Pope's Note. No action was taken pending an exchange of opinions with the Allies.—Aus.-N.Z. Cable Assn.: [1457, 604, 1685, 632]
column-2: [524, 73, 987, 1932]
article-paragraph: General Korniloff has arrived, and had a lengthy conference with M. Kerensky. Subsequently interviewed, General Korniloff stated that the commissions that had been taken had resulted in a considerable strengthening of the morale and fighting capacity of the Army. He hoped that new complete regeneration of the Army. He stated that vast military operations may be expected on the Rumanian and other fronts, especially on the Riga front, where combined land and sea actions are possible. He was of opinion that a winter campaign was inevitable.—Reuter.: [1005, 214, 1439, 263]
column-4: [1457, 73, 1685, 1932]
dateline: Copenhagen, August 17.: [1609, 1371, 1685, 1380]
headline: GERMAN WAR CASUALTIES.: [684, 1245, 827, 1256]
received-time: (Rec. August 19, 5.5 p.m.): [1758, 447, 1874, 459]
column-3-top: [1005, 73, 1439, 900]
dateline: Washington, August 17.: [1612, 594, 1685, 603]
summary-paragraph: To-day's dispatches from the Western front include vivid descriptions of the fighting in the battle of Flanders. The British and French positions along the front have been improved and held against heavy counter-attacks. On the Aisne and the Meuse the fighting has been to the advantage of our Allies. Wholesale destruction has been wrought by our air squadrons operating behind the German lines in Flanders, Northern France, and Alsace. The situation on the Russian main front discloses no material change, but something in the nature of an important move by the Rumanians is foreshadowed by General Kerniloff in an interview. He hints at a land and sea attack on the northern front, and important operations elsewhere. The army is improving, and certain measures he has advocated will still further enhance its value as a fighting machine. The great battle on the Rumanian front, which stretches over a line of one hundred miles, has reached its tenth day, and according to the "Times" correspondent at Jassy, the Rumanian Army has proved a formidable problem for von Mackensen, whose further advance has been checked, in spite of a steady supply of reinforcements, and terrible losses inflicted. An interesting statement on the situation on the Salonika front by Mr. A. J. Balfour indicates that operations on an important scale are not likely to be initiated in the immediate future. The Pope's Peace Note has evoked general criticism, to which a semi-official reply has been made by the "Corriere d'Italia.": [23, 449, 506, 611]
subheadline: INTERNED AMERICAN GUNBOATS FREED FOR SERVICE.: [1252, 1851, 1424, 1874]
subheadline: LATEST REPORT FROM THE BRITISH FRONT.: [153, 769, 376, 781]
subheadline: BEST ANSWER TO THE PAPAL NOTE: [1469, 452, 1673, 465]
subheadline: GERMAN DESTROYER CHASED: [1248, 959, 1428, 972]
article-paragraph: Mr. Philip Gibbs writes: "Our gain on the Ypres front is fifteen hundred yards wide. The front includes Langemarck, and thence runs southwards. The French advance is on the swampy neck dubbed 'the Peninsula,' which is bounded by deep floods on three sides. The fighting on our right was most violent, the enemy repeatedly counter-attacking. The Irish on the right, and fought between the Nun's Wood and the Glencorse Wood to Hanebeke River. His losses were high, for, although the enemy machine guns were very strong, the German infantry were caught by our barrage and then by our bayonets. The bulk of the enemy troops were crushed, while the remainder fled. The Germans have been ordered to hold their ground at all costs, and they are suffering terrible losses.": [23, 1057, 506, 1115]
divider: [1248, 1407, 1428, 1408]
headline: VESSELS ATTACKED IN THE NORTH SEA: [1713, 398, 1919, 423]
subheadline: SITUATION RE-ESTABLISHED: [671, 1333, 840, 1346]
divider: [35, 908, 495, 909]
article-paragraph: Reuter's Agency learns that the Central Powers intend to offer Poland a regency composed of three members, one Polish politicians, a Ministerial Cabinet, and a Council of State, to which some of the Government Commissions will be appointed.—Reuter.: [1457, 1486, 1685, 1524]
article-paragraph: A German official report states: "The artillery duel has increased in intensity on the coast and north-east of Ypres. The enemy launched during the afternoon a strong surprise local attack outside the Bixschoote-Zonnebeke railway, with the result that we lost Langemarck after severe fighting. We occupy a flat bend in the front of the village. We brought down twenty-six aeroplanes."—Aus.-N.Z. Cable Assn.-Reuter.: [524, 829, 987, 857]
subheadline: FIVE VESSELS MYSTERIOUSLY DISAPPEAR.: [1706, 545, 1926, 557]
dateline: New York, August 17.: [1373, 313, 1439, 322]
headline: BRITISH SEAMEN AND THE PIRATES: [1718, 73, 1915, 104]
article-paragraph: A French official communiqué says: "In Belgium an attack by the enemy on our new positions on both sides of the Steenbeek completely failed. "This evening, after an intense bombardment, vigorously attacked on a two kilometre front (1 1/4 miles) between Vauclerc Mill and the Californie Plateau, inclusive. We repulsed the attack by artillery and rifle fire. The enemy did not succeed in reaching our lines anywhere. Violent and repeated attacks on the positions we recently won east of Cerny also were sanguinarily defeated. After a short bombardment the Germans last evening violently attacked between Courtecon Wood and Bonconvaux, on the right bank of the Meuse, but were repulsed almost everywhere. The enemy gained a footing in the advance elements of our first line. Our aeroplanes actively participated in the operations."—Aus.-N.Z. Cable Assn.-Reuter.: [524, 416, 987, 474]
column-rule: [514, 73, 515, 1932]
received-time: (Rec. August 19, 5.5 p.m.): [1279, 1010, 1396, 1021]
headline: GERMAN OFFICIAL REPORTS: [671, 695, 840, 708]
dateline: London, August 19.: [1379, 1740, 1439, 1749]
article-paragraph: It is considered in the lobbies that Mr. Lloyd George's speech will tend to consolidate the political situation. It is the best answer to the Pope's Note, and will strike a blow at the pacifist propaganda, which has been making headway in Great Britain during the past fortnight.—Aus.-N.Z. Cable Assn.: [1457, 481, 1685, 529]
article-paragraph: Mr. Marcel Hutin writes that aeroplanes and artillery are playing their role with the British methodical advance, which is directed at small objectives, one more doing more properly accessible to this type of advance, which the French are adopting. "The Germans," he says, "must not expect any rest on the West front."—Aus.-N.Z. Cable Assn.: [524, 1026, 987, 1055]
received-time: (Rec. August 19, 5.5 p.m.): [1163, 188, 1281, 199]
received-time: (Rec. August 19, 5.5 p.m.): [1758, 1011, 1874, 1023]
article-paragraph: A mutiny broke out in the chief prison in Madrid during the daily visit of the prisoners' families. The convicts attacked the warders and the military guard. Reinforcements arrived, and were received with shots from the windows. Finally the mutiny was quelled, after seven people had been killed and several wounded.—Aus.-N.Z. Cable Assn.: [1005, 1263, 1227, 1311]
article-paragraph: The Press Bureau states that Sir Eric Geddes (First Lord of the Admiralty) has been made a Knight Commander of the Bath in recognition of his war services at the Admiralty.—Aus.-N.Z. Cable Assn.: [1702, 1153, 1930, 1181]
divider: [1503, 1320, 1638, 1321]
dateline: London, August 18.: [927, 820, 987, 828]
article-paragraph: Mr. Philip Gibbs writes: "The battle of Langemarck on Thursday, and all the struggles that day along to the vicinity of Glencorse Wood and Inverness Copse was one of the most heroic and bloodiest day's fighting since the war began. The enemy put up a fierce resistance except where puny, under-fed boys were thrust out in the shell holes, as at Langemarck. Behind them, prepared for the ultimate counter-attack, were some of their finest troops, including the 34th Division, which already had been severely mauled by gun-fire, and was utterly exhausted. But others, like the 38th Division, which met the Londoners, were fresh and strong, and had only just been placed in the battle line. Behind the immediate supporting troops were massed reserves, held ready to hurry forward to any part that was most threatened, or where counter-attacks might inflict the greatest damage. In gun-power the enemy was strong.": [524, 139, 987, 207]
byline: (By Telegraph—Press Association—Copyright).: [159, 690, 371, 701]
masthead: [23, 7, 1930, 67]
headline: IMPERIAL TRADE AND SEA TRAFFIC: [1017, 921, 1214, 952]
subheadline: VAST MILITARY OPERATIONS EXPECTED.: [1118, 171, 1326, 182]
headline: BRITISH VALOUR AT LANGEMARCK: [624, 73, 886, 89]
headline: DISTINCTIVE MARKS FOR WAR SERVICE: [1726, 980, 1906, 1005]
article-paragraph: A Russian official report states: "In the direction of Kharput we occupied a series of villages. The Turks took the offensive against our front at Baneh, and forced us to retire somewhat."—Aus.-N.Z. Cable Assn.-Reuter.: [1005, 460, 1439, 478]
column-1: [23, 73, 506, 1932]
column-3-left: [1005, 908, 1227, 1932]
dateline: London, August 17.: [1869, 179, 1930, 187]
subheadline: KERENSKY ADMITS ITS INABILITY TO GOVERN.: [1101, 296, 1343, 308]
divider: [1714, 848, 1918, 849]
article-paragraph: The Admiralty reports: "Naval aeroplanes carried out a series of raids yesterday, and dropped many tons of bombs on the Ostend, and Thourout railway stations, and the Ghistelles aerodrome, causing fires. They also attacked the Engel and Uytthove aerodromes and transports on the roads by gunfire. The machines have returned."—Aus.-N.Z. Cable Assn.-Reuter.: [524, 1097, 987, 1126]
subheadline: MILITARY CROSS AWARDS TO OFFICERS.: [1013, 1660, 1219, 1672]
headline: A BRITISH MINISTER'S VIEWS: [1462, 151, 1680, 167]
subheadline: MAGNIFICENT ADVANCE OVER HIDEOUS GROUND.: [626, 95, 885, 107]
subheadline: TERRIFIC LOSSES INFLICTED ON THE ENEMY: [623, 1352, 888, 1365]
